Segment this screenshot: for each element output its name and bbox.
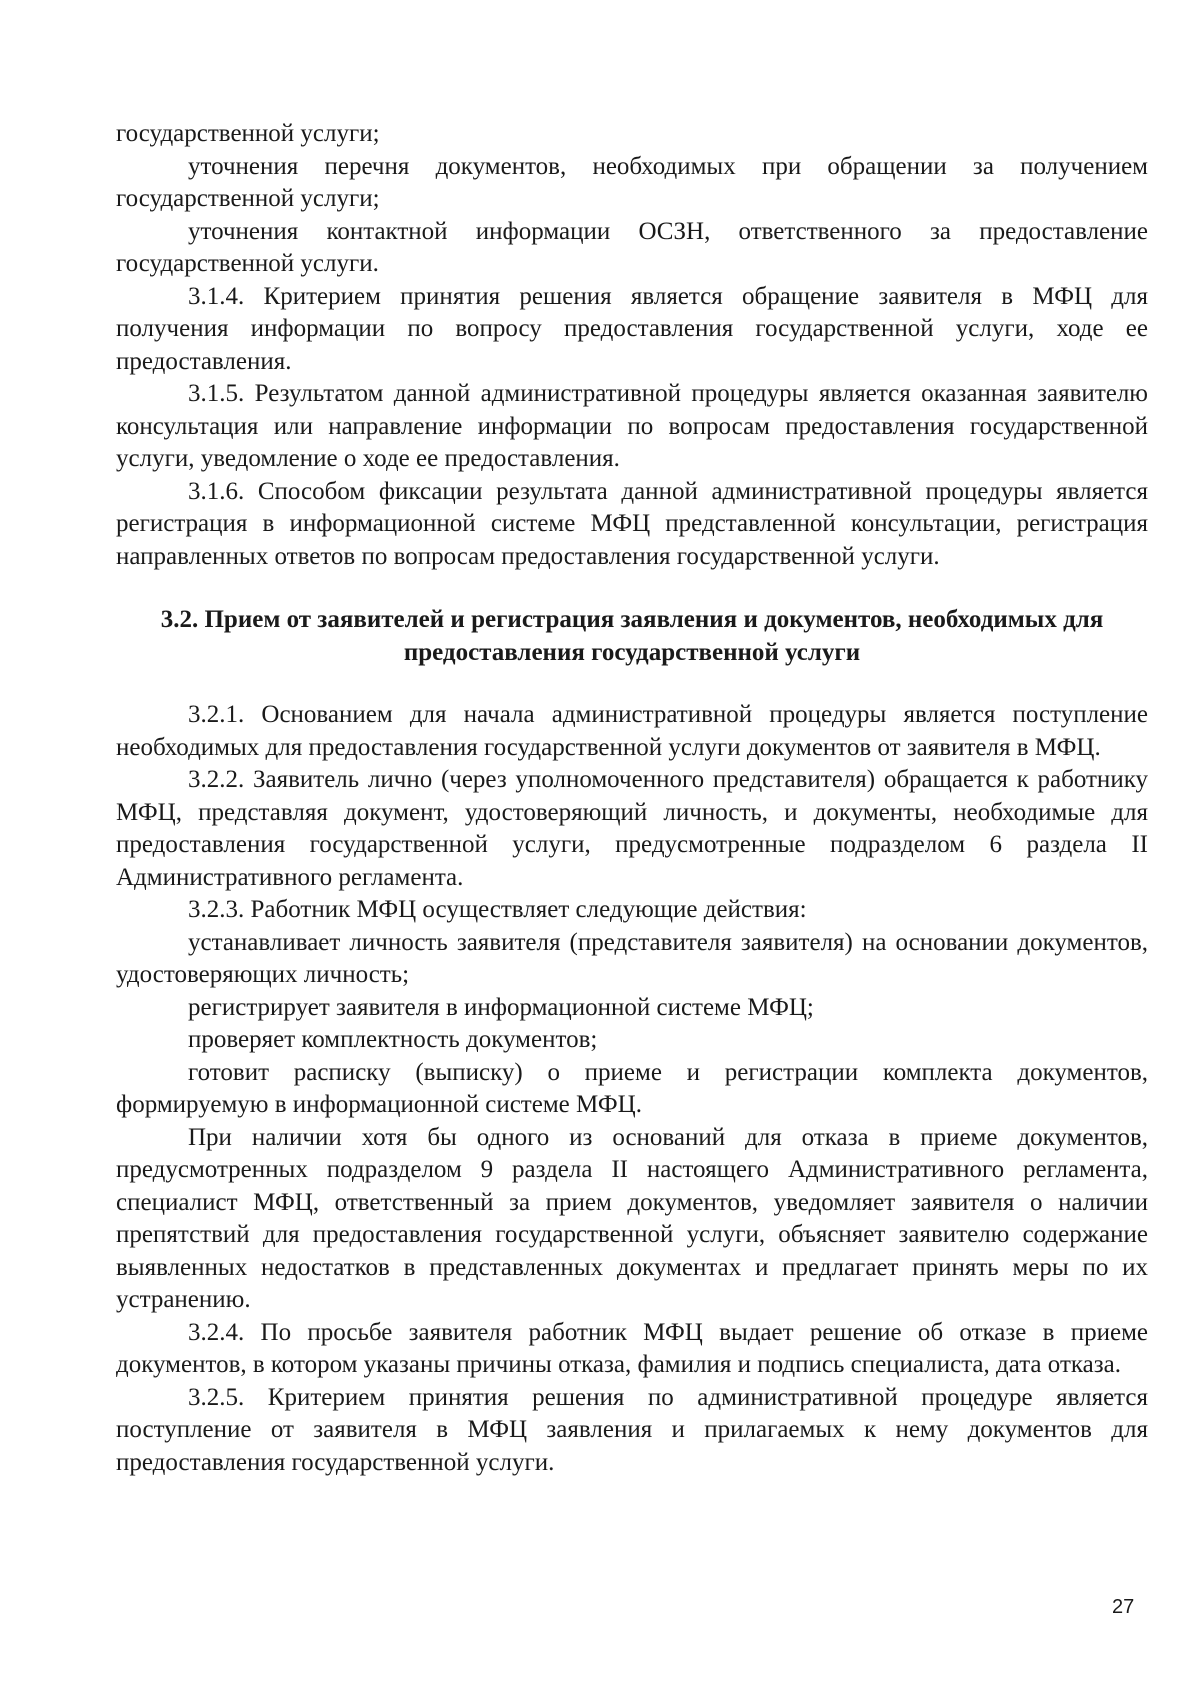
paragraph: 3.2.3. Работник МФЦ осуществляет следующие действия: xyxy=(188,896,807,923)
paragraph: 3.2.1. Основанием для начала административной процедуры является поступление необходимых для предоставления государственной услуги документов от заявителя в МФЦ. xyxy=(116,701,1148,761)
section-heading: 3.2. Прием от заявителей и регистрация заявления и документов, необходимых для предоставления государственной услуги xyxy=(160,606,1104,666)
paragraphs-top xyxy=(116,118,1148,573)
page-number: 27 xyxy=(1112,1596,1135,1618)
paragraph: проверяет комплектность документов; xyxy=(188,1026,598,1053)
paragraph: 3.1.4. Критерием принятия решения является обращение заявителя в МФЦ для получения информации по вопросу предоставления государственной услуги, ходе ее предоставления. xyxy=(116,282,1148,375)
paragraph: 3.2.4. По просьбе заявителя работник МФЦ выдает решение об отказе в приеме документов, в котором указаны причины отказа, фамилия и подпись специалиста, дата отказа. xyxy=(116,1318,1148,1378)
paragraphs-bottom xyxy=(116,699,1148,1479)
paragraph: 3.1.6. Способом фиксации результата данной административной процедуры является регистрация в информационной системе МФЦ представленной консультации, регистрация направленных ответов по вопросам предоставления государственной услуги. xyxy=(116,477,1148,570)
paragraph: 3.2.5. Критерием принятия решения по административной процедуре является поступление от заявителя в МФЦ заявления и прилагаемых к нему документов для предоставления государственной услуги. xyxy=(116,1383,1148,1476)
document-body xyxy=(116,118,1148,1479)
paragraph: При наличии хотя бы одного из оснований для отказа в приеме документов, предусмотренных подразделом 9 раздела II настоящего Административного регламента, специалист МФЦ, ответственный за прием документов, уведомляет заявителя о наличии препятствий для предоставления государственной услуги, объясняет заявителю содержание выявленных недостатков в представленных документах и предлагает принять меры по их устранению. xyxy=(116,1123,1148,1313)
paragraph: регистрирует заявителя в информационной системе МФЦ; xyxy=(188,993,814,1021)
paragraph: готовит расписку (выписку) о приеме и регистрации комплекта документов, формируемую в информационной системе МФЦ. xyxy=(116,1058,1148,1118)
paragraph: 3.2.2. Заявитель лично (через уполномоченного представителя) обращается к работнику МФЦ, представляя документ, удостоверяющий личность, и документы, необходимые для предоставления государственной услуги, предусмотренные подразделом 6 раздела II Административного регламента. xyxy=(116,766,1148,891)
paragraph: государственной услуги; xyxy=(116,120,380,147)
paragraph: устанавливает личность заявителя (представителя заявителя) на основании документов, удостоверяющих личность; xyxy=(116,928,1148,988)
paragraph: 3.1.5. Результатом данной административной процедуры является оказанная заявителю консультация или направление информации по вопросам предоставления государственной услуги, уведомление о ходе ее предоставления. xyxy=(116,380,1148,472)
paragraph: уточнения перечня документов, необходимых при обращении за получением государственной услуги; xyxy=(116,152,1148,212)
paragraph: уточнения контактной информации ОСЗН, ответственного за предоставление государственной услуги. xyxy=(116,217,1148,277)
